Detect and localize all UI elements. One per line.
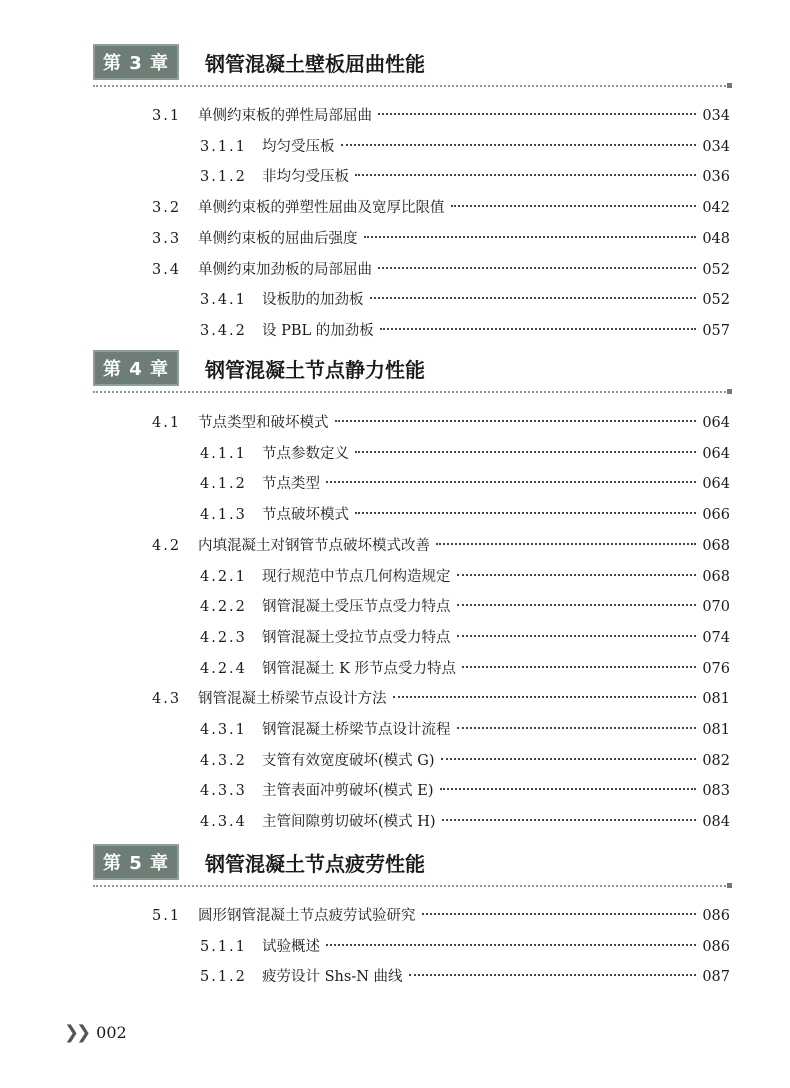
entry-title: 单侧约束板的弹性局部屈曲 — [198, 108, 372, 124]
entry-title: 非均匀受压板 — [262, 169, 349, 185]
entry-title: 节点类型和破坏模式 — [198, 415, 329, 431]
chapter-title: 钢管混凝土节点静力性能 — [205, 358, 425, 382]
dot-leader — [370, 297, 697, 299]
entry-number: 5.1.2 — [200, 969, 247, 985]
dot-leader — [422, 913, 697, 915]
entry-number: 3.4 — [152, 262, 182, 278]
dot-leader — [355, 451, 696, 453]
entry-page-number: 064 — [702, 415, 730, 431]
chapter-header — [93, 350, 733, 392]
entry-page-number: 042 — [702, 200, 730, 216]
entry-title: 均匀受压板 — [262, 139, 335, 155]
dot-leader — [441, 758, 697, 760]
dot-leader — [378, 113, 696, 115]
entry-title: 单侧约束加劲板的局部屈曲 — [198, 262, 372, 278]
entry-title: 单侧约束板的屈曲后强度 — [198, 231, 358, 247]
entry-title: 钢管混凝土桥梁节点设计流程 — [262, 722, 451, 738]
dot-leader — [451, 205, 697, 207]
entry-number: 4.3.3 — [200, 783, 247, 799]
entry-title: 节点类型 — [262, 476, 320, 492]
entry-number: 4.3.1 — [200, 722, 247, 738]
entry-title: 圆形钢管混凝土节点疲劳试验研究 — [198, 908, 416, 924]
toc-subsection-entry[interactable] — [200, 442, 730, 466]
toc-section-entry[interactable] — [152, 687, 730, 711]
entry-number: 4.1.1 — [200, 446, 247, 462]
dot-leader — [457, 574, 697, 576]
entry-number: 4.1 — [152, 415, 182, 431]
divider-end-square — [727, 389, 732, 394]
chapter-title: 钢管混凝土壁板屈曲性能 — [205, 52, 425, 76]
dot-leader — [364, 236, 697, 238]
entry-page-number: 086 — [702, 939, 730, 955]
dot-leader — [380, 328, 697, 330]
entry-page-number: 057 — [702, 323, 730, 339]
chapter-divider — [93, 885, 729, 887]
entry-number: 4.1.2 — [200, 476, 247, 492]
toc-subsection-entry[interactable] — [200, 165, 730, 189]
entry-title: 设板肋的加劲板 — [262, 292, 364, 308]
dot-leader — [462, 666, 696, 668]
entry-page-number: 052 — [702, 292, 730, 308]
entry-page-number: 048 — [702, 231, 730, 247]
chapter-header — [93, 44, 733, 86]
entry-number: 4.2 — [152, 538, 182, 554]
entry-number: 4.3.2 — [200, 753, 247, 769]
toc-section-entry[interactable] — [152, 258, 730, 282]
entry-number: 3.2 — [152, 200, 182, 216]
toc-section-entry[interactable] — [152, 904, 730, 928]
chapter-badge: 第 4 章 — [93, 350, 179, 386]
entry-number: 3.4.2 — [200, 323, 247, 339]
entry-number: 4.3 — [152, 691, 182, 707]
entry-title: 主管间隙剪切破坏(模式 H) — [262, 814, 436, 830]
entry-page-number: 076 — [702, 661, 730, 677]
dot-leader — [457, 727, 697, 729]
divider-end-square — [727, 83, 732, 88]
toc-subsection-entry[interactable] — [200, 565, 730, 589]
toc-section-entry[interactable] — [152, 534, 730, 558]
page-footer — [64, 1022, 127, 1043]
entry-page-number: 068 — [702, 538, 730, 554]
dot-leader — [378, 267, 696, 269]
entry-title: 主管表面冲剪破坏(模式 E) — [262, 783, 434, 799]
page-number: 002 — [96, 1023, 127, 1042]
entry-title: 钢管混凝土桥梁节点设计方法 — [198, 691, 387, 707]
entry-page-number: 087 — [702, 969, 730, 985]
toc-subsection-entry[interactable] — [200, 718, 730, 742]
entry-title: 支管有效宽度破坏(模式 G) — [262, 753, 435, 769]
entry-title: 钢管混凝土受压节点受力特点 — [262, 599, 451, 615]
entry-page-number: 034 — [702, 108, 730, 124]
entry-page-number: 034 — [702, 139, 730, 155]
entry-number: 5.1.1 — [200, 939, 247, 955]
chapter-badge: 第 5 章 — [93, 844, 179, 880]
toc-section-entry[interactable] — [152, 104, 730, 128]
entry-title: 现行规范中节点几何构造规定 — [262, 569, 451, 585]
dot-leader — [355, 512, 696, 514]
entry-page-number: 064 — [702, 446, 730, 462]
entry-number: 3.1.2 — [200, 169, 247, 185]
entry-page-number: 084 — [702, 814, 730, 830]
entry-number: 3.1 — [152, 108, 182, 124]
dot-leader — [440, 788, 697, 790]
entry-title: 钢管混凝土 K 形节点受力特点 — [262, 661, 457, 677]
toc-subsection-entry[interactable] — [200, 595, 730, 619]
toc-subsection-entry[interactable] — [200, 749, 730, 773]
entry-number: 5.1 — [152, 908, 182, 924]
chapter-title: 钢管混凝土节点疲劳性能 — [205, 852, 425, 876]
entry-page-number: 066 — [702, 507, 730, 523]
chapter-header — [93, 844, 733, 886]
dot-leader — [341, 144, 697, 146]
entry-number: 4.2.3 — [200, 630, 247, 646]
toc-subsection-entry[interactable] — [200, 626, 730, 650]
dot-leader — [393, 696, 697, 698]
entry-page-number: 052 — [702, 262, 730, 278]
toc-subsection-entry[interactable] — [200, 472, 730, 496]
entry-number: 4.3.4 — [200, 814, 247, 830]
entry-title: 单侧约束板的弹塑性屈曲及宽厚比限值 — [198, 200, 445, 216]
divider-end-square — [727, 883, 732, 888]
toc-section-entry[interactable] — [152, 196, 730, 220]
chapter-badge: 第 3 章 — [93, 44, 179, 80]
dot-leader — [335, 420, 697, 422]
entry-title: 设 PBL 的加劲板 — [262, 323, 374, 339]
entry-title: 内填混凝土对钢管节点破坏模式改善 — [198, 538, 430, 554]
toc-section-entry[interactable] — [152, 411, 730, 435]
entry-title: 疲劳设计 Shs-N 曲线 — [262, 969, 403, 985]
toc-subsection-entry[interactable] — [200, 657, 730, 681]
entry-page-number: 070 — [702, 599, 730, 615]
toc-section-entry[interactable] — [152, 227, 730, 251]
toc-subsection-entry[interactable] — [200, 965, 730, 989]
toc-subsection-entry[interactable] — [200, 288, 730, 312]
entry-title: 节点参数定义 — [262, 446, 349, 462]
entry-number: 4.2.1 — [200, 569, 247, 585]
toc-subsection-entry[interactable] — [200, 935, 730, 959]
chapter-divider — [93, 391, 729, 393]
entry-page-number: 036 — [702, 169, 730, 185]
entry-page-number: 064 — [702, 476, 730, 492]
chapter-divider — [93, 85, 729, 87]
toc-subsection-entry[interactable] — [200, 135, 730, 159]
entry-number: 4.1.3 — [200, 507, 247, 523]
entry-page-number: 082 — [702, 753, 730, 769]
entry-page-number: 086 — [702, 908, 730, 924]
entry-page-number: 074 — [702, 630, 730, 646]
entry-number: 3.3 — [152, 231, 182, 247]
entry-page-number: 081 — [702, 691, 730, 707]
dot-leader — [326, 481, 696, 483]
toc-subsection-entry[interactable] — [200, 319, 730, 343]
dot-leader — [457, 635, 697, 637]
dot-leader — [457, 604, 697, 606]
dot-leader — [355, 174, 696, 176]
entry-number: 3.1.1 — [200, 139, 247, 155]
entry-title: 试验概述 — [262, 939, 320, 955]
entry-number: 4.2.2 — [200, 599, 247, 615]
entry-title: 节点破坏模式 — [262, 507, 349, 523]
double-chevron-right-icon: ❯❯ — [64, 1022, 89, 1043]
dot-leader — [442, 819, 697, 821]
entry-number: 3.4.1 — [200, 292, 247, 308]
dot-leader — [409, 974, 697, 976]
entry-page-number: 068 — [702, 569, 730, 585]
entry-page-number: 081 — [702, 722, 730, 738]
entry-page-number: 083 — [702, 783, 730, 799]
toc-subsection-entry[interactable] — [200, 779, 730, 803]
dot-leader — [326, 944, 696, 946]
toc-subsection-entry[interactable] — [200, 503, 730, 527]
entry-number: 4.2.4 — [200, 661, 247, 677]
dot-leader — [436, 543, 696, 545]
entry-title: 钢管混凝土受拉节点受力特点 — [262, 630, 451, 646]
toc-subsection-entry[interactable] — [200, 810, 730, 834]
